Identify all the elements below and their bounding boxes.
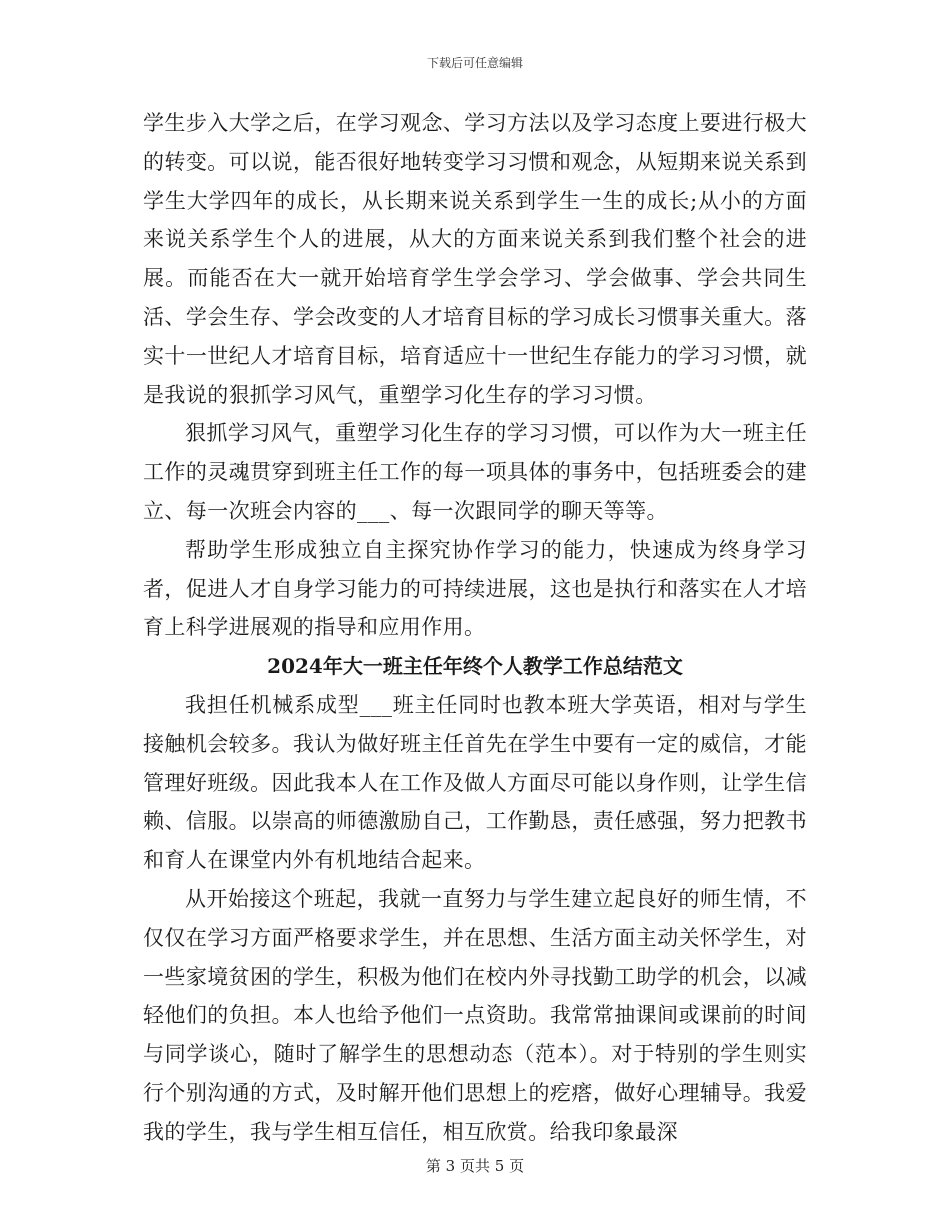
- page-footer: 第 3 页共 5 页: [425, 1157, 525, 1175]
- paragraph-2: 狠抓学习风气，重塑学习化生存的学习习惯，可以作为大一班主任工作的灵魂贯穿到班主任工作的每一项具体的事务中，包括班委会的建立、每一次班会内容的___、每一次跟同学的聊天等等。: [143, 421, 807, 523]
- paragraph-3: 帮助学生形成独立自主探究协作学习的能力，快速成为终身学习者，促进人才自身学习能力的可持续进展，这也是执行和落实在人才培育上科学进展观的指导和应用作用。: [143, 537, 807, 640]
- page-header: 下载后可任意编辑: [426, 56, 523, 70]
- section-paragraph-2: 从开始接这个班起，我就一直努力与学生建立起良好的师生情，不仅仅在学习方面严格要求学生，并在思想、生活方面主动关怀学生，对一些家境贫困的学生，积极为他们在校内外寻找勤工助学的机会，以减轻他们的负担。本人也给予他们一点资助。我常常抽课间或课前的时间与同学谈心，随时了解学生的思想动态（范本）。对于特别的学生则实行个别沟通的方式，及时解开他们思想上的疙瘩，做好心理辅导。我爱我的学生，我与学生相互信任，相互欣赏。给我印象最深: [143, 886, 807, 1144]
- paragraph-1: 学生步入大学之后，在学习观念、学习方法以及学习态度上要进行极大的转变。可以说，能否很好地转变学习习惯和观念，从短期来说关系到学生大学四年的成长，从长期来说关系到学生一生的成长;从小的方面来说关系学生个人的进展，从大的方面来说关系到我们整个社会的进展。而能否在大一就开始培育学生学会学习、学会做事、学会共同生活、学会生存、学会改变的人才培育目标的学习成长习惯事关重大。落实十一世纪人才培育目标，培育适应十一世纪生存能力的学习习惯，就是我说的狠抓学习风气，重塑学习化生存的学习习惯。: [143, 111, 807, 407]
- section-title: 2024年大一班主任年终个人教学工作总结范文: [267, 654, 683, 679]
- section-paragraph-1: 我担任机械系成型___班主任同时也教本班大学英语，相对与学生接触机会较多。我认为做好班主任首先在学生中要有一定的威信，才能管理好班级。因此我本人在工作及做人方面尽可能以身作则，让学生信赖、信服。以崇高的师德激励自己，工作勤恳，责任感强，努力把教书和育人在课堂内外有机地结合起来。: [143, 692, 807, 873]
- document-body: [143, 104, 807, 1152]
